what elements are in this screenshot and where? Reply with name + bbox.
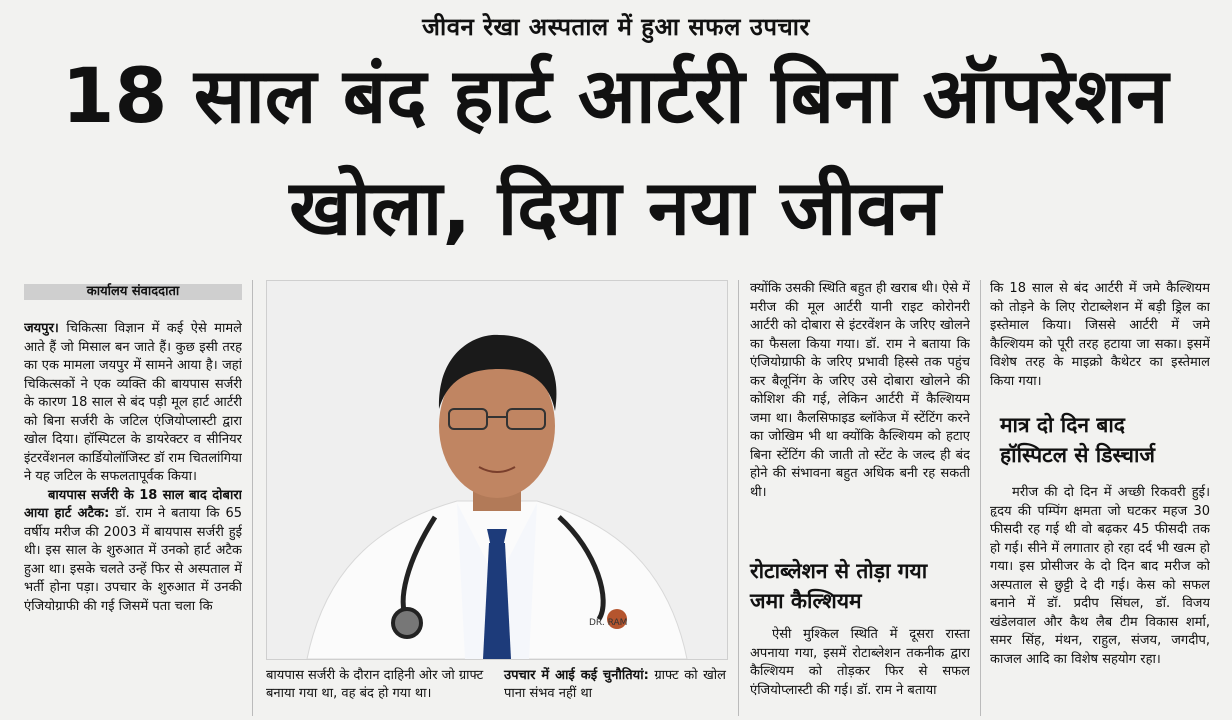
doctor-portrait-illustration (267, 281, 727, 659)
column-4-paragraph-2: मरीज की दो दिन में अच्छी रिकवरी हुई। हृदय की पम्पिंग क्षमता जो घटकर महज 30 फीसदी रह गई थी वो बढ़कर 45 फीसदी तक हो गई। सीने में लगातार हो रहा दर्द भी खत्म हो गया। इस प्रोसीजर के दो दिन बाद मरीज को अस्पताल से छुट्टी दे दी गई। केस को सफल बनाने में डॉ. प्रदीप सिंघल, डॉ. विजय खंडेलवाल और कैथ लैब टीम विकास शर्मा, समर सिंह, मंथन, राहुल, संजय, जगदीप, काजल आदि का विशेष सहयोग रहा। (990, 485, 1210, 667)
subhead-discharge (1000, 410, 1220, 470)
lead-paragraph (24, 320, 242, 487)
column-rule-1 (252, 280, 253, 716)
subhead-discharge-line-1: मात्र दो दिन बाद (1000, 413, 1125, 437)
dateline: जयपुर। (24, 321, 59, 336)
byline: कार्यालय संवाददाता (24, 284, 242, 300)
photo-caption-right (504, 667, 726, 703)
lead-text: चिकित्सा विज्ञान में कई ऐसे मामले आते हैं जो मिसाल बन जाते हैं। कुछ इसी तरह का एक मामला जयपुर में सामने आया है। जहां चिकित्सकों ने एक व्यक्ति की बायपास सर्जरी के कारण 18 साल से बंद पड़ी मूल हार्ट आर्टरी को बिना सर्जरी के जटिल एंजियोप्लास्टी द्वारा खोल दिया। हॉस्पिटल के डायरेक्टर व सीनियर इंटरवेंशनल कार्डियोलॉजिस्ट डॉ राम चितलांगिया ने यह जटिल के सफलतापूर्वक किया। (24, 321, 242, 484)
article-column-4 (990, 280, 1210, 404)
headline-line-1: 18 साल बंद हार्ट आर्टरी बिना ऑपरेशन (61, 51, 1169, 140)
inline-subhead: बायपास सर्जरी के 18 साल बाद दोबारा आया हार्ट अटैक: (24, 487, 242, 521)
subhead-discharge-line-2: हॉस्पिटल से डिस्चार्ज (1000, 443, 1155, 467)
column-rule-2 (738, 280, 739, 716)
headline-line-2: खोला, दिया नया जीवन (289, 163, 941, 252)
paragraph-2-text: डॉ. राम ने बताया कि 65 वर्षीय मरीज की 2003 में बायपास सर्जरी हुई थी। इस साल के शुरुआत में उनको हार्ट अटैक हुआ था। इसके चलते उन्हें फिर से अस्पताल में भर्ती होना पड़ा। उपचार के शुरुआत में उनकी एंजियोग्राफी की गई जिसमें पता चला कि (24, 506, 242, 614)
column-3-paragraph-1: क्योंकि उसकी स्थिति बहुत ही खराब थी। ऐसे में मरीज की मूल आर्टरी यानी राइट कोरोनरी आर्टरी को दोबारा से इंटरवेंशन के जरिए खोलने का फैसला किया गया। डॉ. राम ने बताया कि एंजियोग्राफी के जरिए प्रभावी हिस्से तक पहुंच कर बैलूनिंग के जरिए उसे दोबारा खोलने की कोशिश की गई, लेकिन आर्टरी में कैल्शियम जमा था। कैलसिफाइड ब्लॉकेज में स्टेंटिंग करने का जोखिम भी था क्योंकि कैल्शियम को हटाए बिना स्टेंटिंग की जाती तो स्टेंट के जल्द ही बंद होने की संभावना बहुत अधिक बनी रह सकती थी। (750, 281, 970, 500)
caption-text: ग्राफ्ट को खोल पाना संभव नहीं था (504, 668, 726, 701)
paragraph-2 (24, 487, 242, 617)
subhead-rotablation (750, 556, 975, 616)
subhead-rotablation-line-1: रोटाब्लेशन से तोड़ा गया (750, 559, 928, 583)
article-column-1 (24, 320, 242, 715)
column-rule-3 (980, 280, 981, 716)
caption-subhead: उपचार में आई कई चुनौतियां: (504, 668, 649, 683)
coat-embroidery-text: DR. RAM (589, 618, 628, 628)
article-column-4-continued (990, 484, 1210, 716)
article-column-3-continued (750, 626, 970, 716)
subhead-rotablation-line-2: जमा कैल्शियम (750, 589, 862, 613)
kicker-strap: जीवन रेखा अस्पताल में हुआ सफल उपचार (422, 13, 810, 41)
photo-caption-left: बायपास सर्जरी के दौरान दाहिनी ओर जो ग्राफ्ट बनाया गया था, वह बंद हो गया था। (266, 668, 484, 701)
column-3-paragraph-2: ऐसी मुश्किल स्थिति में दूसरा रास्ता अपनाया गया, इसमें रोटाब्लेशन तकनीक द्वारा कैल्शियम को तोड़कर फिर से सफल एंजियोप्लास्टी की गई। डॉ. राम ने बताया (750, 627, 970, 698)
doctor-photo (266, 280, 728, 660)
article-column-3 (750, 280, 970, 548)
column-4-paragraph-1: कि 18 साल से बंद आर्टरी में जमे कैल्शियम को तोड़ने के लिए रोटाब्लेशन में बड़ी ड्रिल का इस्तेमाल किया। जिससे आर्टरी में जमे कैल्शियम को पूरी तरह हटाया जा सका। इसमें विशेष तरह के माइक्रो कैथेटर का इस्तेमाल किया गया। (990, 281, 1210, 389)
